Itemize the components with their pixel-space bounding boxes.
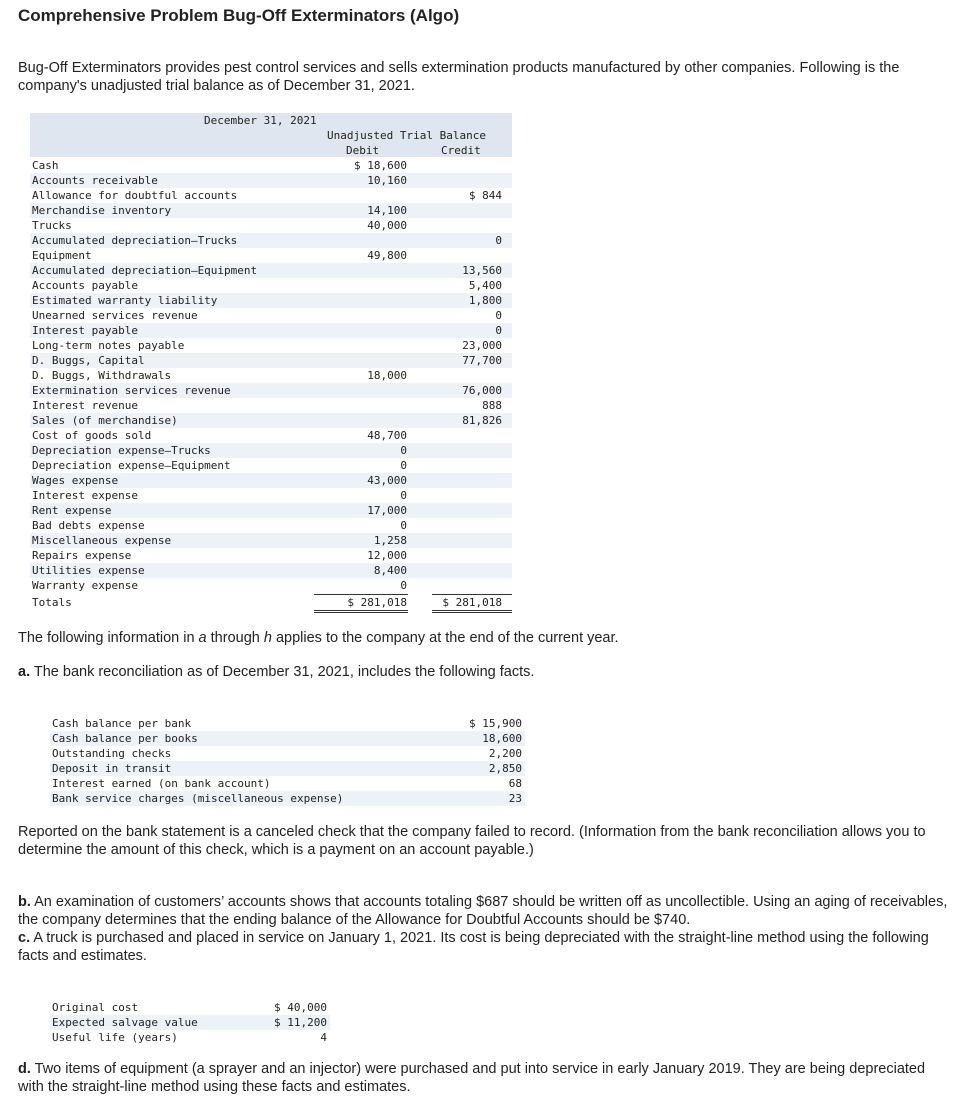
- table-row: [30, 578, 512, 593]
- account-name: Interest payable: [32, 324, 138, 337]
- account-name: Repairs expense: [32, 549, 132, 562]
- account-name: Accumulated depreciation—Trucks: [32, 234, 238, 247]
- credit-amount: 0: [495, 309, 502, 322]
- info-intro-end: applies to the company at the end of the current year.: [271, 630, 619, 646]
- debit-amount: 49,800: [367, 249, 407, 262]
- row-label: Deposit in transit: [52, 762, 172, 775]
- credit-amount: 5,400: [468, 279, 502, 292]
- table-row: [30, 428, 512, 443]
- table-row: [30, 158, 512, 173]
- row-amount: $ 11,200: [274, 1016, 327, 1029]
- account-name: Accounts receivable: [32, 174, 158, 187]
- account-name: Depreciation expense—Equipment: [32, 459, 231, 472]
- account-name: Allowance for doubtful accounts: [32, 189, 238, 202]
- account-name: Bad debts expense: [32, 519, 145, 532]
- debit-amount: 0: [400, 444, 407, 457]
- row-label: Outstanding checks: [52, 747, 172, 760]
- table-row: [30, 503, 512, 518]
- table-row: [30, 263, 512, 278]
- credit-total-double-rule: [432, 610, 512, 613]
- table-row: [30, 518, 512, 533]
- credit-amount: 77,700: [462, 354, 502, 367]
- table-row: [30, 203, 512, 218]
- table-row: [30, 308, 512, 323]
- item-b: [18, 893, 953, 929]
- debit-amount: 0: [400, 489, 407, 502]
- item-c-text: A truck is purchased and placed in service on January 1, 2021. Its cost is being depreciated with the straight-line method using the following facts and estimates.: [18, 930, 929, 964]
- row-amount: 2,850: [488, 762, 522, 775]
- info-intro-h: h: [263, 630, 272, 646]
- row-label: Expected salvage value: [52, 1016, 198, 1029]
- credit-amount: 1,800: [468, 294, 502, 307]
- table-row: [50, 1000, 330, 1015]
- credit-amount: 23,000: [462, 339, 502, 352]
- debit-amount: $ 18,600: [354, 159, 407, 172]
- account-name: Warranty expense: [32, 579, 138, 592]
- debit-amount: 14,100: [367, 204, 407, 217]
- account-name: Interest expense: [32, 489, 138, 502]
- account-name: Sales (of merchandise): [32, 414, 178, 427]
- table-row: [30, 278, 512, 293]
- table-row: [50, 731, 525, 746]
- table-row: [30, 458, 512, 473]
- row-amount: $ 40,000: [274, 1001, 327, 1014]
- table-row: [30, 173, 512, 188]
- table-row: [30, 398, 512, 413]
- table-row: [30, 338, 512, 353]
- row-amount: 2,200: [488, 747, 522, 760]
- item-d-letter: d.: [18, 1061, 31, 1077]
- row-amount: 18,600: [482, 732, 522, 745]
- row-label: Useful life (years): [52, 1031, 178, 1044]
- info-intro-a: a: [198, 630, 207, 646]
- table-row: [30, 488, 512, 503]
- table-row: [30, 353, 512, 368]
- credit-amount: 13,560: [462, 264, 502, 277]
- bank-note: Reported on the bank statement is a canceled check that the company failed to record. (Information from the bank reconciliation allows you to determine the amount of this check, which is a payment on an account payable.): [18, 824, 926, 858]
- row-amount: 23: [508, 792, 522, 805]
- credit-column-header: Credit: [441, 144, 481, 157]
- item-d-text: Two items of equipment (a sprayer and an injector) were purchased and put into service in early January 2019. They are being depreciated with the straight-line method using these facts and estimates.: [18, 1061, 926, 1095]
- item-a-text: The bank reconciliation as of December 31, 2021, includes the following facts.: [30, 664, 535, 680]
- table-row: [30, 188, 512, 203]
- debit-amount: 17,000: [367, 504, 407, 517]
- intro-paragraph: Bug-Off Exterminators provides pest control services and sells extermination products manufactured by other companies. Following is the company's unadjusted trial balance as of December 31, 2021.: [18, 60, 900, 94]
- table-row: [30, 383, 512, 398]
- account-name: D. Buggs, Withdrawals: [32, 369, 172, 382]
- table-row: [50, 791, 525, 806]
- table-row: [30, 368, 512, 383]
- table-row: [30, 323, 512, 338]
- totals-label: Totals: [32, 596, 72, 609]
- item-b-text: An examination of customers’ accounts shows that accounts totaling $687 should be written off as uncollectible. Using an aging of receivables, the company determines that the ending balance of the Allowance for Doubtful Accounts should be $740.: [18, 894, 948, 928]
- trial-balance-date: December 31, 2021: [204, 114, 317, 127]
- table-row: [30, 248, 512, 263]
- table-row: [30, 563, 512, 578]
- account-name: Unearned services revenue: [32, 309, 198, 322]
- credit-amount: $ 844: [468, 189, 502, 202]
- account-name: Extermination services revenue: [32, 384, 231, 397]
- debit-amount: 12,000: [367, 549, 407, 562]
- table-row: [30, 233, 512, 248]
- account-name: Equipment: [32, 249, 92, 262]
- info-intro-mid: through: [206, 630, 264, 646]
- credit-amount: 888: [482, 399, 502, 412]
- table-row: [30, 533, 512, 548]
- account-name: Miscellaneous expense: [32, 534, 172, 547]
- table-row: [50, 776, 525, 791]
- account-name: Utilities expense: [32, 564, 145, 577]
- account-name: Interest revenue: [32, 399, 138, 412]
- debit-amount: 0: [400, 519, 407, 532]
- debit-amount: 40,000: [367, 219, 407, 232]
- item-a-letter: a.: [18, 664, 31, 680]
- item-c-letter: c.: [18, 930, 31, 946]
- row-amount: 68: [508, 777, 522, 790]
- account-name: Merchandise inventory: [32, 204, 172, 217]
- debit-total-double-rule: [314, 610, 408, 613]
- account-name: Accumulated depreciation—Equipment: [32, 264, 258, 277]
- table-row: [50, 1015, 330, 1030]
- account-name: Rent expense: [32, 504, 112, 517]
- debit-amount: 48,700: [367, 429, 407, 442]
- table-row: [50, 761, 525, 776]
- credit-total: $ 281,018: [442, 596, 502, 609]
- info-intro-text: The following information in: [18, 630, 199, 646]
- account-name: Accounts payable: [32, 279, 138, 292]
- row-label: Interest earned (on bank account): [52, 777, 271, 790]
- item-c: [18, 929, 953, 965]
- row-label: Bank service charges (miscellaneous expense): [52, 792, 344, 805]
- debit-amount: 8,400: [373, 564, 407, 577]
- credit-amount: 76,000: [462, 384, 502, 397]
- debit-amount: 0: [400, 459, 407, 472]
- row-label: Original cost: [52, 1001, 139, 1014]
- account-name: Wages expense: [32, 474, 119, 487]
- item-a: [18, 663, 534, 681]
- credit-amount: 0: [495, 234, 502, 247]
- account-name: Cost of goods sold: [32, 429, 152, 442]
- item-b-letter: b.: [18, 894, 31, 910]
- debit-column-header: Debit: [346, 144, 380, 157]
- row-label: Cash balance per books: [52, 732, 198, 745]
- row-label: Cash balance per bank: [52, 717, 192, 730]
- page-title: Comprehensive Problem Bug-Off Exterminators (Algo): [18, 6, 460, 25]
- trial-balance-heading: Unadjusted Trial Balance: [327, 129, 486, 142]
- table-row: [30, 218, 512, 233]
- table-row: [30, 413, 512, 428]
- debit-amount: 43,000: [367, 474, 407, 487]
- item-d: [18, 1060, 953, 1096]
- table-row: [50, 746, 525, 761]
- account-name: Cash: [32, 159, 59, 172]
- account-name: D. Buggs, Capital: [32, 354, 145, 367]
- row-amount: $ 15,900: [469, 717, 522, 730]
- debit-amount: 18,000: [367, 369, 407, 382]
- totals-row: [30, 595, 512, 610]
- account-name: Depreciation expense—Trucks: [32, 444, 211, 457]
- row-amount: 4: [320, 1031, 327, 1044]
- debit-total: $ 281,018: [347, 596, 407, 609]
- table-row: [30, 443, 512, 458]
- account-name: Long-term notes payable: [32, 339, 185, 352]
- table-row: [50, 1030, 330, 1045]
- table-row: [30, 473, 512, 488]
- table-row: [30, 548, 512, 563]
- credit-amount: 81,826: [462, 414, 502, 427]
- account-name: Estimated warranty liability: [32, 294, 218, 307]
- table-row: [50, 716, 525, 731]
- debit-amount: 0: [400, 579, 407, 592]
- info-intro: [18, 629, 619, 647]
- debit-amount: 1,258: [373, 534, 407, 547]
- table-row: [30, 293, 512, 308]
- credit-amount: 0: [495, 324, 502, 337]
- account-name: Trucks: [32, 219, 72, 232]
- debit-amount: 10,160: [367, 174, 407, 187]
